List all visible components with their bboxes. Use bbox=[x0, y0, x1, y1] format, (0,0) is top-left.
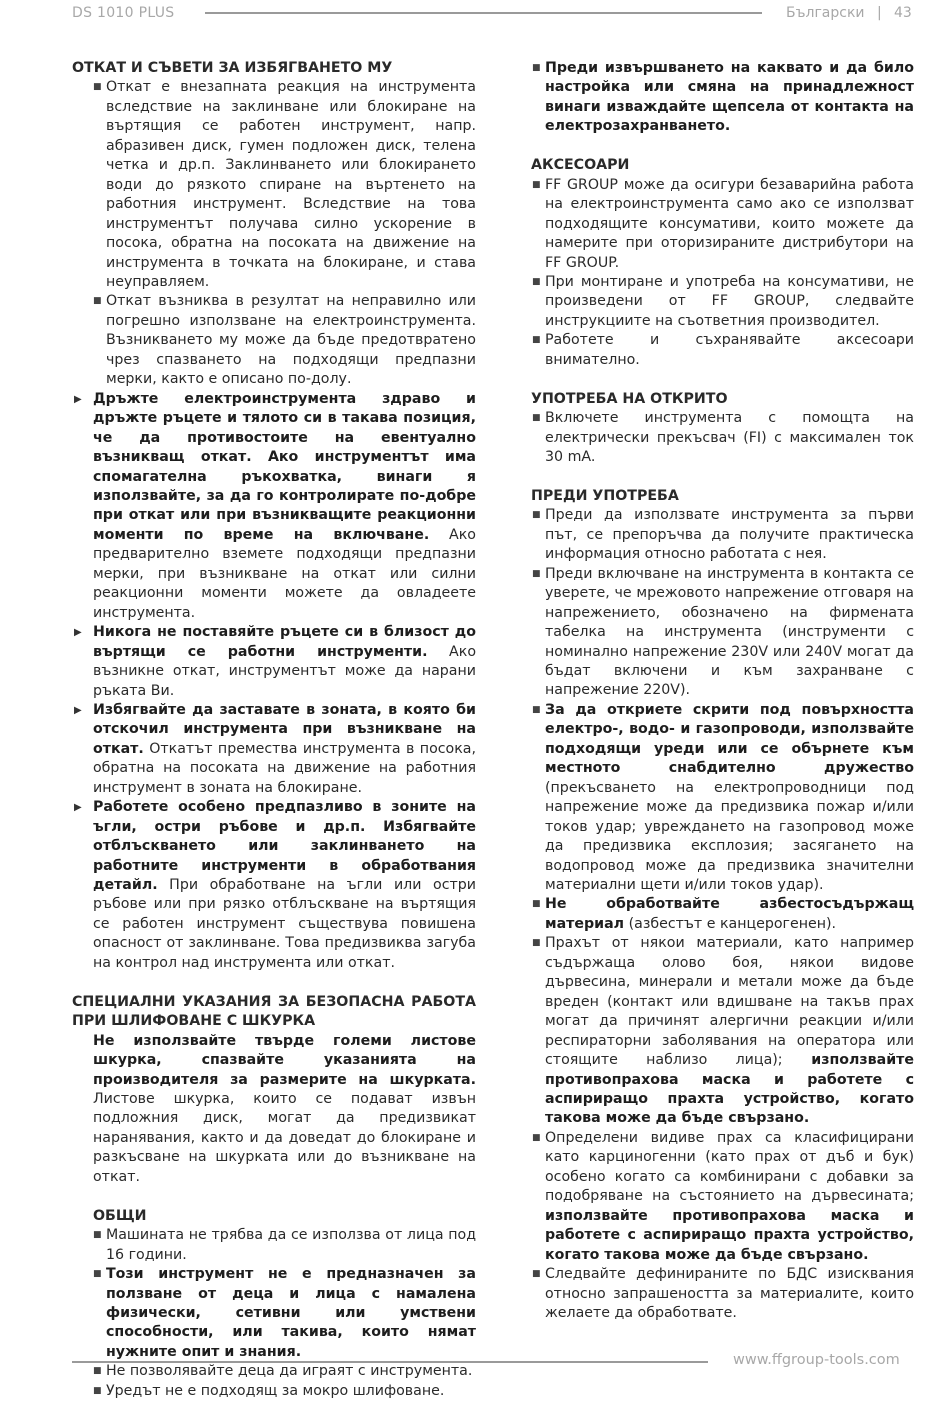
item-text: (азбестът е канцерогенен). bbox=[624, 915, 837, 932]
item-text: При монтиране и употреба на консумативи, не произведени от FF GROUP, следвайте инструкциите на съответния производител. bbox=[545, 273, 914, 329]
list-item bbox=[531, 409, 914, 467]
item-text: Преди да използвате инструмента за първи път, се препоръчва да получите практическа информация относно работата с нея. bbox=[545, 507, 914, 563]
section-title-outdoor: УПОТРЕБА НА ОТКРИТО bbox=[531, 390, 728, 407]
square-bullet-icon: ■ bbox=[532, 899, 541, 910]
list-item bbox=[531, 506, 914, 564]
warning-bold-text: Никога не поставяйте ръцете си в близост до въртящи се работни инструменти. bbox=[93, 624, 476, 660]
footer-rule bbox=[72, 1361, 708, 1363]
list-item bbox=[72, 1226, 476, 1265]
list-item bbox=[531, 895, 914, 934]
square-bullet-icon: ■ bbox=[532, 704, 541, 715]
sanding-text: Листове шкурка, които се подават извън подложния диск, могат да предизвикат наранявания, както и да доведат до блокиране и разкъсване на шкурката или до възникване на откат. bbox=[93, 1091, 476, 1185]
page-number: 43 bbox=[894, 5, 912, 21]
sanding-bold-text: Не използвайте твърде големи листове шкурка, спазвайте указанията на производителя за размерите на шкурката. bbox=[93, 1032, 476, 1088]
list-item bbox=[72, 292, 476, 389]
left-column bbox=[72, 59, 476, 1401]
product-model: DS 1010 PLUS bbox=[72, 5, 175, 21]
square-bullet-icon: ■ bbox=[532, 63, 541, 73]
section-title-general: ОБЩИ bbox=[93, 1207, 147, 1224]
item-text: Прахът от някои материали, като например съдържаща олово боя, някои видове дървесина, минерали и метали може да бъде вреден (контакт или вдишване на такъв прах могат да причинят алергични реакции и/или респираторни заболявания на оператора или стоящите наблизо лица); bbox=[545, 935, 914, 1069]
item-text: Определени видиве прах са класифицирани като карциногенни (като прах от дъб и бук) особено когато са комбинирани с добавки за подобряване на състоянието на дървесината; bbox=[545, 1129, 914, 1205]
warning-item bbox=[72, 623, 476, 701]
triangle-bullet-icon: ▶ bbox=[74, 802, 82, 814]
warning-bold-text: Дръжте електроинструмента здраво и дръжте ръцете и тялото си в такава позиция, че да противостоите на евентуално възникващ откат. Ако инструментът има спомагателна ръкохватка, винаги я използвайте, за да го контролирате по-добре при откат или при възникващите реакционни моменти по време на включване. bbox=[93, 390, 476, 543]
item-bold-text: Този инструмент не е предназначен за ползване от деца и лица с намалена физически, сетивни или умствени способности, или такива, които нямат нужните опит и знания. bbox=[106, 1266, 476, 1360]
triangle-bullet-icon: ▶ bbox=[74, 704, 82, 716]
square-bullet-icon: ■ bbox=[532, 1132, 541, 1143]
list-item bbox=[531, 565, 914, 701]
sanding-paragraph bbox=[72, 1032, 476, 1188]
list-item bbox=[72, 1265, 476, 1362]
item-text: Следвайте дефинираните по БДС изисквания относно запрашеността за материалите, които желаете да обработвате. bbox=[545, 1266, 914, 1321]
section-title-before-use: ПРЕДИ УПОТРЕБА bbox=[531, 487, 679, 504]
footer-url: www.ffgroup-tools.com bbox=[733, 1352, 900, 1368]
item-text: Машината не трябва да се използва от лица под 16 години. bbox=[106, 1227, 476, 1263]
item-text: Включете инструмента с помощта на електрически прекъсвач (FI) с максимален ток 30 mA. bbox=[545, 410, 914, 466]
section-title-sanding: СПЕЦИАЛНИ УКАЗАНИЯ ЗА БЕЗОПАСНА РАБОТА ПРИ ШЛИФОВАНЕ С ШКУРКА bbox=[72, 993, 476, 1030]
item-text: FF GROUP може да осигури безаварийна работа на електроинструмента само ако се използват подходящите консумативи, които можете да намерите при оторизираните дистрибутори на FF GROUP. bbox=[545, 176, 914, 271]
list-item bbox=[531, 176, 914, 273]
square-bullet-icon: ■ bbox=[532, 335, 541, 346]
page-header bbox=[0, 0, 950, 30]
item-text: Откат възниква в резултат на неправилно или погрешно използване на електроинструмента. Възникването му може да бъде предотвратено чрез спазването на подходящи предпазни мерки, както е описано по-долу. bbox=[106, 293, 476, 388]
list-item bbox=[531, 1129, 914, 1265]
item-text: Не позволявайте деца да играят с инструмента. bbox=[106, 1363, 473, 1380]
square-bullet-icon: ■ bbox=[532, 276, 541, 287]
item-text: (прекъсването на електропроводници под напрежение може да предизвика пожар и/или токов удар; увреждането на газопровод може да предизвика експлозия; засягането на водопровод може да предизвика значителни материални щети и/или токов удар). bbox=[545, 779, 914, 893]
item-text: Работете и съхранявайте аксесоари внимателно. bbox=[545, 332, 914, 368]
square-bullet-icon: ■ bbox=[532, 938, 541, 949]
header-rule bbox=[205, 12, 762, 14]
square-bullet-icon: ■ bbox=[532, 1269, 541, 1280]
item-text: Уредът не е подходящ за мокро шлифоване. bbox=[106, 1382, 445, 1399]
square-bullet-icon: ■ bbox=[93, 1269, 102, 1280]
item-text: Откат е внезапната реакция на инструмента вследствие на заклинване или блокиране на въртящия се работен инструмент, напр. абразивен диск, гумен подложен диск, телена четка и др.п. Заклинването или блокирането води до рязкото спиране на въртенето на работния инструмент. Вследствие на това инструментът получава силно ускорение в посока, обратна на посоката на движение на инструмента в точката на блокиране, и става неуправляем. bbox=[106, 79, 476, 290]
triangle-bullet-icon: ▶ bbox=[74, 627, 82, 639]
item-bold-text-2: използвайте противопрахова маска и работете с аспириращо прахта устройство, когато такова може да бъде свързано. bbox=[545, 1207, 914, 1263]
warning-bold-text: Избягвайте да заставате в зоната, в която би отскочил инструмента при възникване на откат. bbox=[93, 701, 476, 757]
warning-text: Ако възникне откат, инструментът може да нарани ръката Ви. bbox=[93, 643, 477, 699]
triangle-bullet-icon: ▶ bbox=[74, 393, 82, 405]
list-item bbox=[531, 273, 914, 331]
warning-item bbox=[72, 798, 476, 973]
list-item bbox=[72, 78, 476, 292]
intro-bold-text: Преди извършването на каквато и да било настройка или смяна на принадлежност винаги изваждайте щепсела от контакта на електрозахранването. bbox=[545, 60, 914, 135]
list-item bbox=[72, 1362, 476, 1381]
list-item bbox=[72, 1382, 476, 1401]
square-bullet-icon: ■ bbox=[532, 413, 541, 424]
section-title-kickback: ОТКАТ И СЪВЕТИ ЗА ИЗБЯГВАНЕТО МУ bbox=[72, 60, 393, 76]
warning-text: Откатът премества инструмента в посока, обратна на посоката на движение на работния инструмент в зоната на блокиране. bbox=[93, 740, 476, 796]
header-separator: | bbox=[877, 5, 882, 21]
language-label: Български bbox=[786, 5, 865, 21]
list-item bbox=[531, 1265, 914, 1323]
list-item bbox=[531, 701, 914, 896]
square-bullet-icon: ■ bbox=[93, 1230, 102, 1241]
list-item bbox=[531, 331, 914, 370]
item-text: Преди включване на инструмента в контакта се уверете, че мрежовото напрежение отговаря на напрежението, обозначено на фирмената табелка на инструмента (инструменти с номинално напрежение 230V или 240V могат да бъдат включени и към захранване с напрежение 220V). bbox=[545, 565, 914, 699]
right-column bbox=[531, 59, 914, 1323]
square-bullet-icon: ■ bbox=[93, 82, 102, 93]
square-bullet-icon: ■ bbox=[532, 510, 541, 521]
square-bullet-icon: ■ bbox=[532, 179, 541, 190]
list-item bbox=[531, 934, 914, 1129]
warning-item bbox=[72, 701, 476, 798]
square-bullet-icon: ■ bbox=[93, 1385, 102, 1396]
square-bullet-icon: ■ bbox=[532, 568, 541, 579]
item-bold-text: За да откриете скрити под повърхността електро-, водо- и газопроводи, използвайте подходящи уреди или се обърнете към местното снабдително дружество bbox=[545, 701, 914, 777]
item-bold-text: Не обработвайте азбестосъдържащ материал bbox=[545, 896, 914, 932]
warning-text: При обработване на ъгли или остри ръбове или при рязко отблъскване на въртящия се работен инструмент съществува повишена опасност от заклинване. Това предизвиква загуба на контрол над инструмента или откат. bbox=[93, 877, 476, 971]
square-bullet-icon: ■ bbox=[93, 296, 102, 307]
warning-bold-text: Работете особено предпазливо в зоните на ъгли, остри ръбове и др.п. Избягвайте отблъскването или заклинването на работните инструменти в обработвания детайл. bbox=[93, 799, 476, 894]
warning-text: Ако предварително вземете подходящи предпазни мерки, при възникване на откат или силни реакционни моменти можете да овладеете инструмента. bbox=[93, 526, 476, 621]
warning-item bbox=[72, 390, 476, 623]
item-bold-text-2: използвайте противопрахова маска и работете с аспириращо прахта устройство, когато такова може да бъде свързано. bbox=[545, 1052, 914, 1127]
intro-warning bbox=[531, 59, 914, 137]
section-title-accessories: АКСЕСОАРИ bbox=[531, 157, 630, 174]
square-bullet-icon: ■ bbox=[93, 1366, 102, 1377]
